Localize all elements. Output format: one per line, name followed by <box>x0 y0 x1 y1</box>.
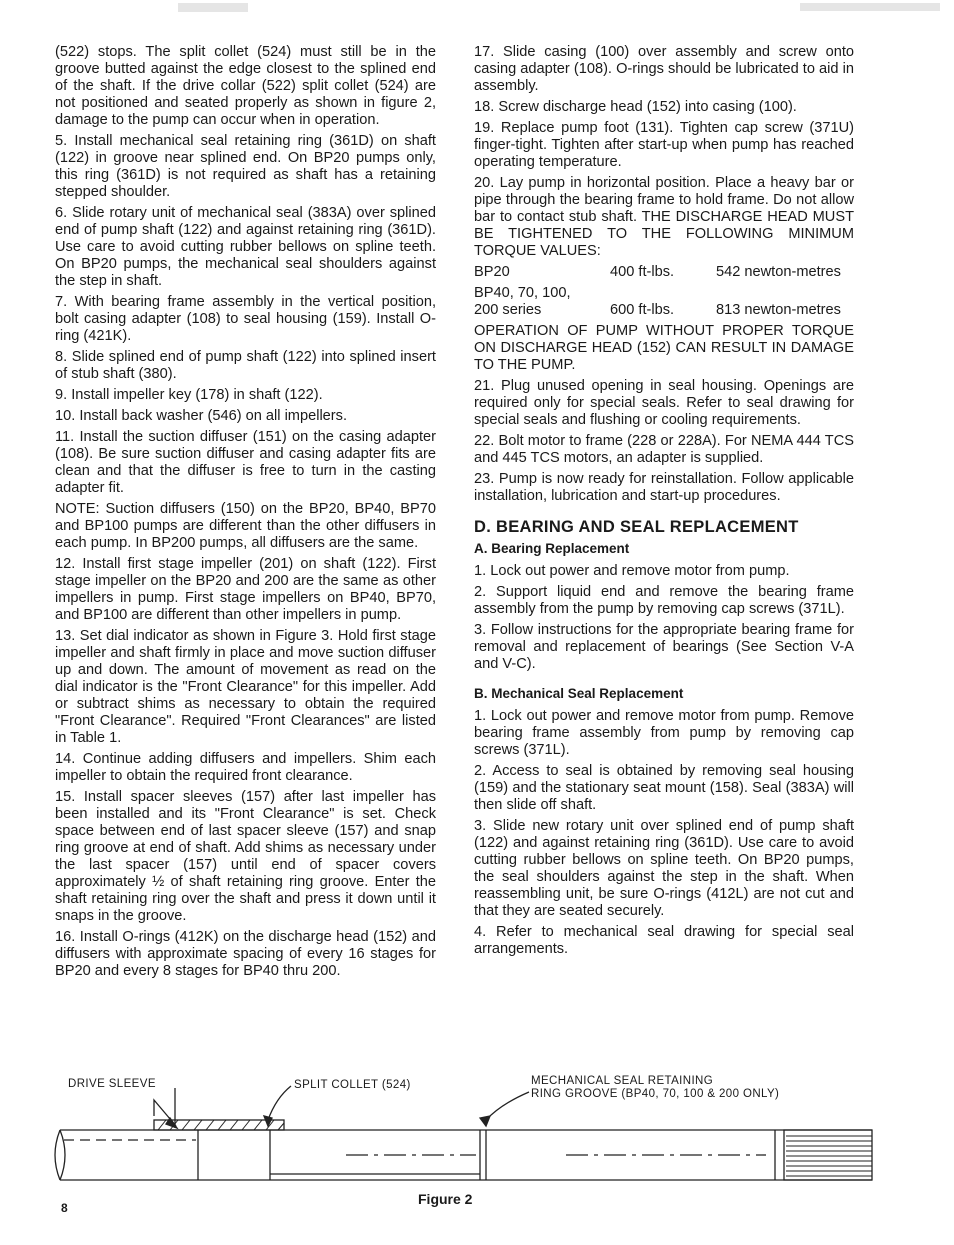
torque-newton: 813 newton-metres <box>716 302 841 318</box>
figure-caption: Figure 2 <box>418 1191 473 1207</box>
step-8: 8. Slide splined end of pump shaft (122) into splined insert of stub shaft (380). <box>55 349 436 382</box>
seal-ring-label-line-2: RING GROOVE (BP40, 70, 100 & 200 ONLY) <box>531 1088 780 1100</box>
subsection-heading: A. Bearing Replacement <box>474 541 630 556</box>
step-19: 19. Replace pump foot (131). Tighten cap screw (371U) finger-tight. Tighten after start-up when pump has reached operating temperature. <box>474 120 854 170</box>
scan-artifact <box>800 3 940 11</box>
page-number: 8 <box>61 1201 68 1215</box>
seal-step-2: 2. Access to seal is obtained by removing seal housing (159) and the stationary seat mount (158). Seal (383A) will then slide off shaft. <box>474 763 854 813</box>
step-16: 16. Install O-rings (412K) on the discharge head (152) and diffusers with approximate spacing of every 16 stages for BP20 and every 8 stages for BP40 thru 200. <box>55 929 436 979</box>
paragraph: (522) stops. The split collet (524) must still be in the groove butted against the edge closest to the splined end of the shaft. If the drive collar (522) split collet (524) are not positioned and seated properly as shown in figure 2, damage to the pump can occur when in operation. <box>55 44 436 128</box>
step-6: 6. Slide rotary unit of mechanical seal (383A) over splined end of pump shaft (122) and against retaining ring (361D). Use care to avoid cutting rubber bellows on spline teeth. On BP20 pumps, the mechanical seal shoulders against the step in shaft. <box>55 205 436 289</box>
step-11: 11. Install the suction diffuser (151) on the casing adapter (108). Be sure suction diffuser and casing adapter fits are clean and that the diffuser is free to turn in the casting adapter fit. <box>55 429 436 496</box>
step-17: 17. Slide casing (100) over assembly and screw onto casing adapter (108). O-rings should be lubricated to aid in assembly. <box>474 44 854 94</box>
step-9: 9. Install impeller key (178) in shaft (122). <box>55 387 323 403</box>
step-15: 15. Install spacer sleeves (157) after last impeller has been installed and its "Front Clearance" is set. Check space between end of last spacer sleeve (157) and snap ring groove at end of shaft. Add shims as necessary under the last spacer (157) until end of spacer covers approximately ½ of shaft retaining ring groove. Enter the shaft retaining ring over the shaft and press it down until it snaps in the groove. <box>55 789 436 924</box>
bearing-step-3: 3. Follow instructions for the appropriate bearing frame for removal and replacement of bearings (See Section V-A and V-C). <box>474 622 854 672</box>
left-column <box>55 44 436 984</box>
section-heading: D. BEARING AND SEAL REPLACEMENT <box>474 518 799 536</box>
seal-step-4: 4. Refer to mechanical seal drawing for special seal arrangements. <box>474 924 854 957</box>
drive-sleeve-label: DRIVE SLEEVE <box>68 1078 156 1090</box>
note: NOTE: Suction diffusers (150) on the BP20, BP40, BP70 and BP100 pumps are different than the other diffusers in each pump. In BP200 pumps, all diffusers are the same. <box>55 501 436 551</box>
step-23: 23. Pump is now ready for reinstallation. Follow applicable installation, lubrication and start-up procedures. <box>474 471 854 504</box>
torque-model: BP40, 70, 100, 200 series <box>474 285 571 318</box>
step-13: 13. Set dial indicator as shown in Figure 3. Hold first stage impeller and shaft firmly in place and move suction diffuser up and down. The amount of movement as read on the dial indicator is the "Front Clearance" for this impeller. Add or subtract shims as necessary to obtain the required "Front Clearance". Required "Front Clearances" are listed in Table 1. <box>55 628 436 746</box>
torque-ftlbs: 400 ft-lbs. <box>610 264 675 280</box>
subsection-heading: B. Mechanical Seal Replacement <box>474 686 684 701</box>
torque-warning: OPERATION OF PUMP WITHOUT PROPER TORQUE ON DISCHARGE HEAD (152) CAN RESULT IN DAMAGE TO THE PUMP. <box>474 323 854 373</box>
seal-ring-label-line-1: MECHANICAL SEAL RETAINING <box>531 1075 714 1087</box>
scan-artifact <box>178 3 248 12</box>
torque-model: BP20 <box>474 264 510 280</box>
torque-row <box>474 264 854 281</box>
bearing-step-2: 2. Support liquid end and remove the bearing frame assembly from the pump by removing cap screws (371L). <box>474 584 854 617</box>
step-22: 22. Bolt motor to frame (228 or 228A). For NEMA 444 TCS and 445 TCS motors, an adapter is supplied. <box>474 433 854 466</box>
torque-ftlbs: 600 ft-lbs. <box>610 302 675 318</box>
split-collet-label: SPLIT COLLET (524) <box>294 1079 411 1091</box>
step-20: 20. Lay pump in horizontal position. Place a heavy bar or pipe through the bearing frame to hold frame. Do not allow bar to contact stub shaft. THE DISCHARGE HEAD MUST BE TIGHTENED TO THE FOLLOWING MINIMUM TORQUE VALUES: <box>474 175 854 259</box>
step-5: 5. Install mechanical seal retaining ring (361D) on shaft (122) in groove near splined end. On BP20 pumps only, this ring (361D) is not required as shaft has a retaining stepped shoulder. <box>55 133 436 200</box>
seal-step-3: 3. Slide new rotary unit over splined end of pump shaft (122) and against retaining ring (361D). Use care to avoid cutting rubber bellows on spline teeth. On BP20 pumps, the seal shoulders against the step in the shaft. When reassembling unit, be sure O-rings (412L) are not cut and that they are seated securely. <box>474 818 854 919</box>
seal-step-1: 1. Lock out power and remove motor from pump. Remove bearing frame assembly from pump by removing cap screws (371L). <box>474 708 854 758</box>
step-21: 21. Plug unused opening in seal housing. Openings are required only for special seals. Refer to seal drawing for special seals and flushing or cooling requirements. <box>474 378 854 428</box>
bearing-step-1: 1. Lock out power and remove motor from pump. <box>474 563 790 579</box>
shaft-drawing <box>46 1068 886 1198</box>
torque-newton: 542 newton-metres <box>716 264 841 280</box>
right-column <box>474 44 854 962</box>
figure-2-shaft-drawing <box>46 1068 886 1198</box>
step-14: 14. Continue adding diffusers and impellers. Shim each impeller to obtain the required front clearance. <box>55 751 436 784</box>
step-10: 10. Install back washer (546) on all impellers. <box>55 408 348 424</box>
step-7: 7. With bearing frame assembly in the vertical position, bolt casing adapter (108) to seal housing (159). Install O-ring (421K). <box>55 294 436 344</box>
torque-row <box>474 285 854 319</box>
step-18: 18. Screw discharge head (152) into casing (100). <box>474 99 797 115</box>
step-12: 12. Install first stage impeller (201) on shaft (122). First stage impeller on the BP20 and 200 are the same as other impellers in pump. First stage impellers on BP40, BP70, and BP100 are different than other impellers in pump. <box>55 556 436 623</box>
